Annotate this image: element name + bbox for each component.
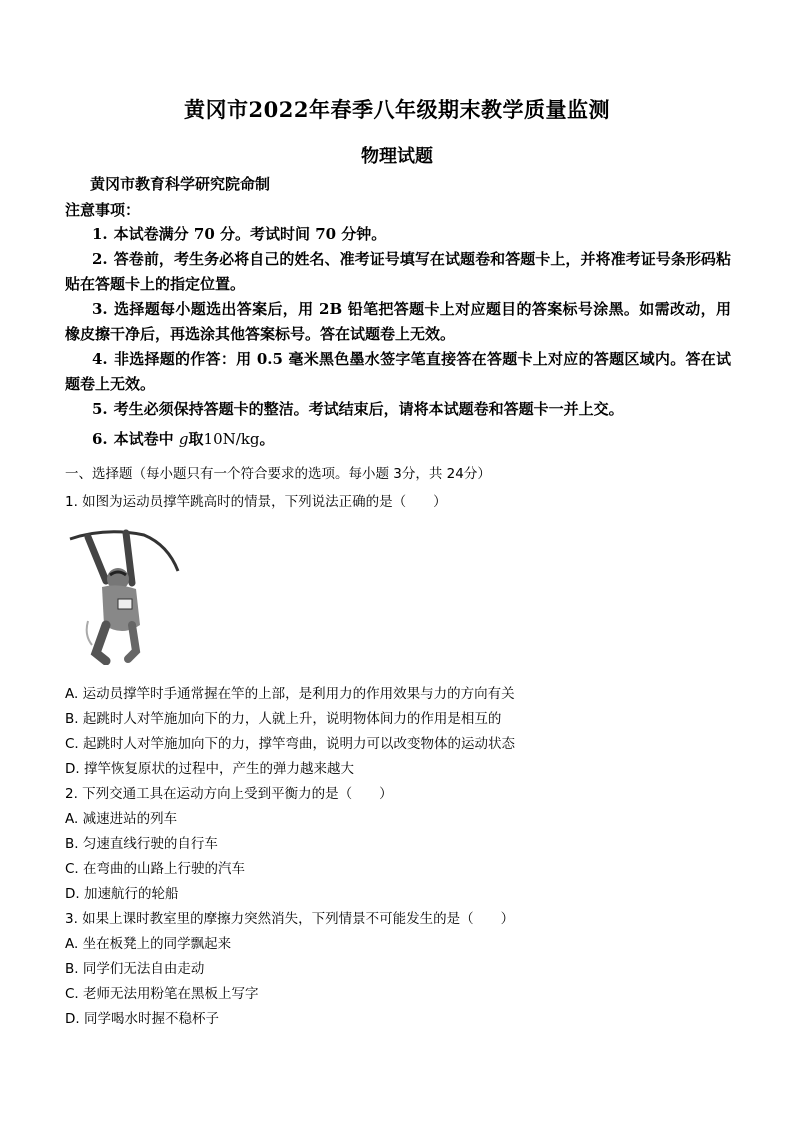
issuer-line: 黄冈市教育科学研究院命制 xyxy=(90,175,271,193)
note-text: 本试卷中 xyxy=(113,430,174,448)
section-title: 一、选择题（每小题只有一个符合要求的选项。每小题 3分，共 24分） xyxy=(65,466,491,482)
note-text: 取 xyxy=(188,430,204,448)
note-number: 2. xyxy=(92,250,108,268)
note-item xyxy=(65,347,731,397)
option: A. 运动员撑竿时手通常握在竿的上部，是利用力的作用效果与力的方向有关 xyxy=(65,686,515,702)
note-text: 。 xyxy=(259,430,275,448)
note-number: 6. xyxy=(92,430,108,448)
question-stem: 1. 如图为运动员撑竿跳高时的情景，下列说法正确的是（ ） xyxy=(65,494,447,510)
note-text: 非选择题的作答：用 0.5 毫米黑色墨水签字笔直接答在答题卡上对应的答题区域内。答在试题卷上无效。 xyxy=(65,350,731,393)
note-item xyxy=(65,397,731,422)
option: D. 同学喝水时握不稳杯子 xyxy=(65,1011,219,1027)
option: D. 撑竿恢复原状的过程中，产生的弹力越来越大 xyxy=(65,761,354,777)
pole-vault-image xyxy=(66,525,184,665)
note-item xyxy=(65,427,731,452)
notes-heading: 注意事项： xyxy=(65,201,141,219)
option: B. 起跳时人对竿施加向下的力，人就上升，说明物体间力的作用是相互的 xyxy=(65,711,502,727)
option: A. 减速进站的列车 xyxy=(65,811,178,827)
note-item xyxy=(65,297,731,347)
note-text: 选择题每小题选出答案后，用 2B 铅笔把答题卡上对应题目的答案标号涂黑。如需改动，用橡皮擦干净后，再选涂其他答案标号。答在试题卷上无效。 xyxy=(65,300,731,343)
note-text: 本试卷满分 70 分。考试时间 70 分钟。 xyxy=(113,225,387,243)
gravity-symbol: g xyxy=(178,430,189,448)
gravity-value: 10N/kg xyxy=(203,430,260,448)
note-item xyxy=(65,247,731,297)
note-number: 3. xyxy=(92,300,108,318)
exam-title: 黄冈市2022年春季八年级期末教学质量监测 xyxy=(184,97,610,122)
note-item xyxy=(65,222,731,247)
note-number: 1. xyxy=(92,225,108,243)
option: A. 坐在板凳上的同学飘起来 xyxy=(65,936,232,952)
option: C. 起跳时人对竿施加向下的力，撑竿弯曲，说明力可以改变物体的运动状态 xyxy=(65,736,516,752)
note-number: 5. xyxy=(92,400,108,418)
question-stem: 3. 如果上课时教室里的摩擦力突然消失，下列情景不可能发生的是（ ） xyxy=(65,911,515,927)
option: B. 同学们无法自由走动 xyxy=(65,961,205,977)
option: B. 匀速直线行驶的自行车 xyxy=(65,836,218,852)
option: C. 在弯曲的山路上行驶的汽车 xyxy=(65,861,246,877)
option: C. 老师无法用粉笔在黑板上写字 xyxy=(65,986,259,1002)
note-text: 考生必须保持答题卡的整洁。考试结束后，请将本试题卷和答题卡一并上交。 xyxy=(113,400,624,418)
subject-title: 物理试题 xyxy=(361,146,433,167)
option: D. 加速航行的轮船 xyxy=(65,886,179,902)
question-stem: 2. 下列交通工具在运动方向上受到平衡力的是（ ） xyxy=(65,786,393,802)
note-number: 4. xyxy=(92,350,108,368)
note-text: 答卷前，考生务必将自己的姓名、准考证号填写在试题卷和答题卡上，并将准考证号条形码粘贴在答题卡上的指定位置。 xyxy=(65,250,731,293)
